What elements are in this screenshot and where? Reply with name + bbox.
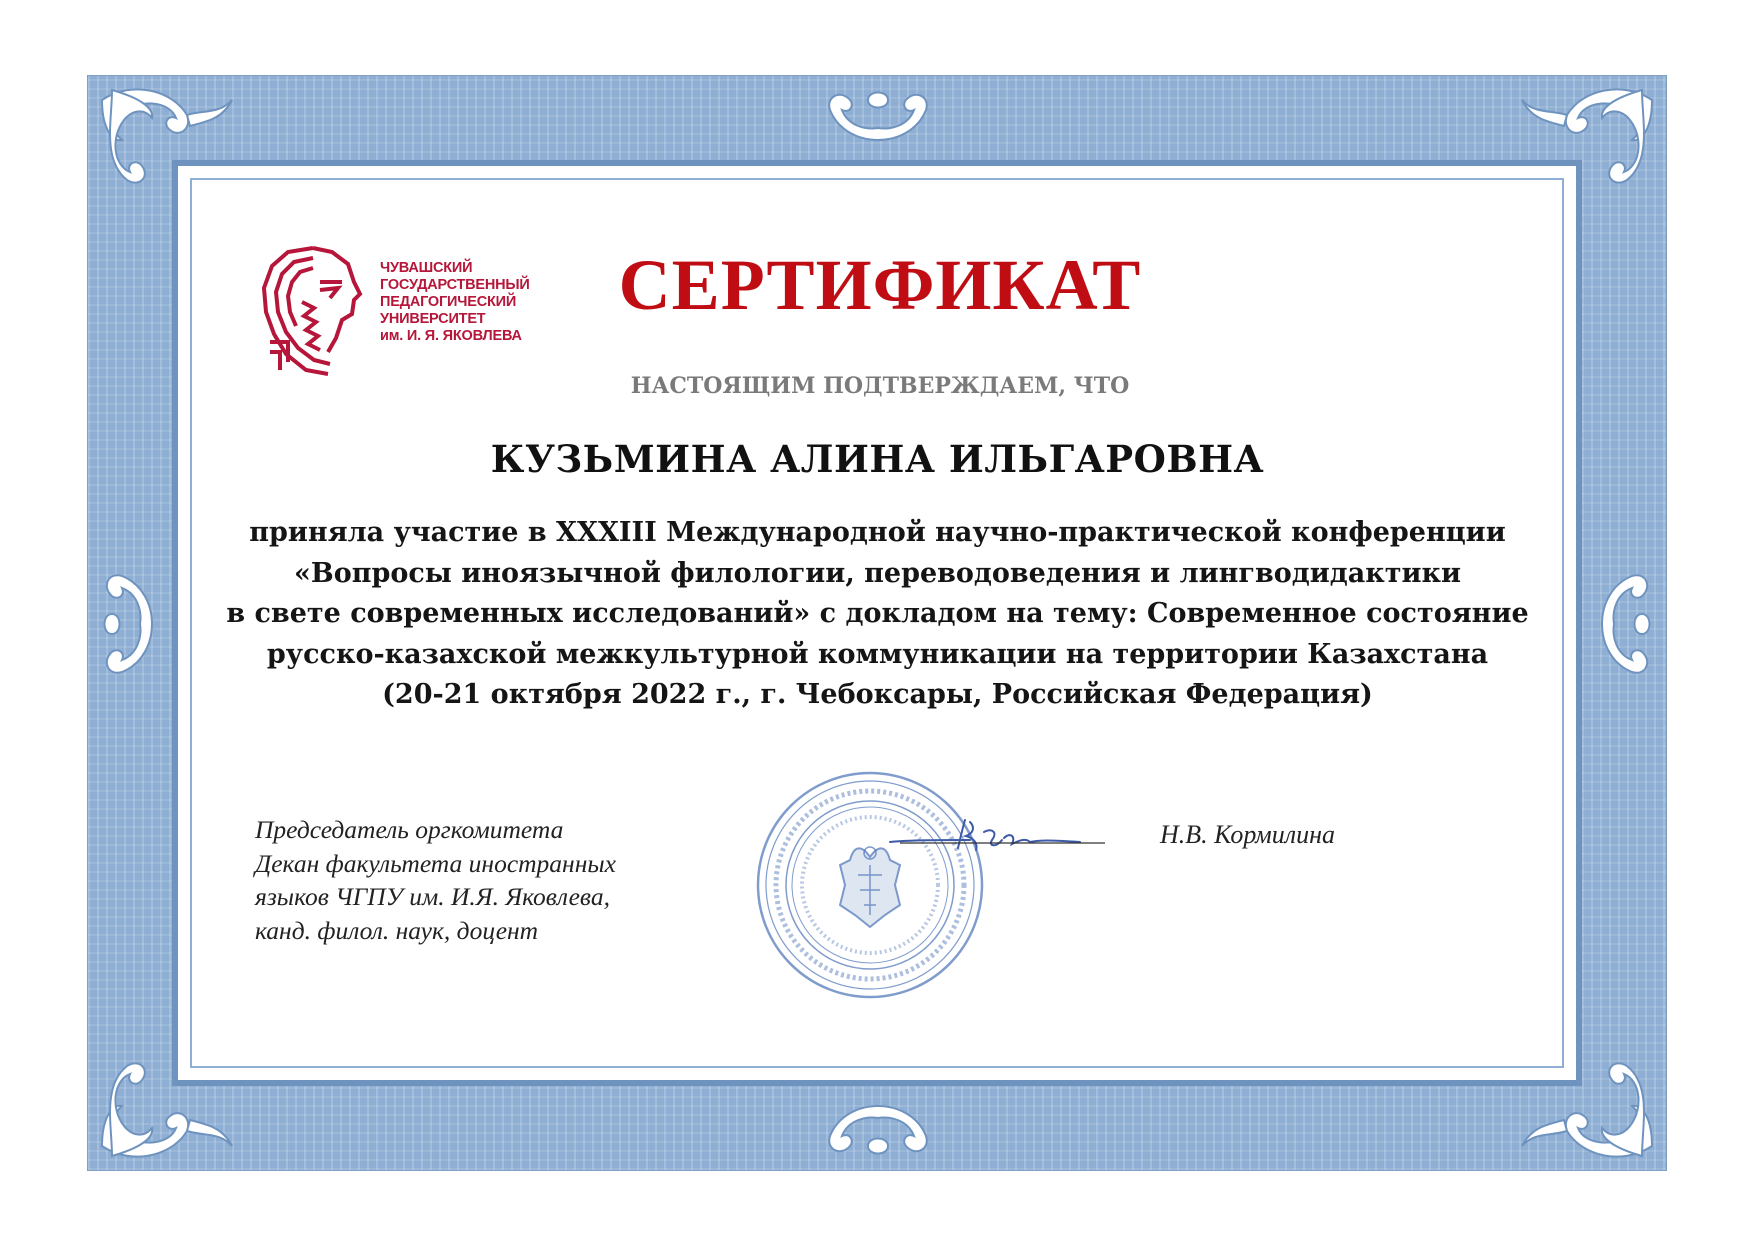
university-name-line: им. И. Я. ЯКОВЛЕВА [380,328,522,344]
signatory-position-line: канд. филол. наук, доцент [255,915,539,945]
certificate-text-line: (20-21 октября 2022 г., г. Чебоксары, Российская Федерация) [382,679,1373,710]
corner-ornament-top-left [92,80,242,210]
certificate-text-line: русско-казахской межкультурной коммуникации на территории Казахстана [266,638,1489,670]
university-name-line: ГОСУДАРСТВЕННЫЙ [380,277,530,293]
recipient-name: КУЗЬМИНА АЛИНА ИЛЬГАРОВНА [490,437,1265,481]
university-name [380,260,530,345]
certificate-text-line: «Вопросы иноязычной филологии, переводоведения и лингводидактики [294,557,1461,589]
signatory-position-line: языков ЧГПУ им. И.Я. Яковлева, [255,882,610,911]
corner-ornament-bottom-left [92,1036,242,1166]
official-stamp-icon [750,765,990,1005]
certificate-text-line: в свете современных исследований» с докладом на тему: Современное состояние [226,598,1529,629]
signatory-position [255,813,616,947]
university-name-line: ЧУВАШСКИЙ [380,260,473,276]
university-name-line: УНИВЕРСИТЕТ [380,311,486,327]
signatory-position-line: Председатель оргкомитета [255,815,564,844]
certificate-subtitle: НАСТОЯЩИМ ПОДТВЕРЖДАЕМ, ЧТО [630,373,1130,399]
certificate-title: СЕРТИФИКАТ [618,245,1142,325]
university-logo [258,242,548,382]
ornament-bottom-center [808,1096,948,1166]
signatory-name: Н.В. Кормилина [1160,820,1335,849]
university-name-line: ПЕДАГОГИЧЕСКИЙ [380,294,517,310]
ornament-right-center [1592,554,1662,694]
corner-ornament-top-right [1512,80,1662,210]
university-emblem-icon [258,242,368,382]
certificate-text [185,513,1570,716]
certificate-text-line: приняла участие в XXXIII Международной научно-практической конференции [249,517,1506,548]
signatory-position-line: Декан факультета иностранных [255,848,616,878]
ornament-left-center [92,554,162,694]
ornament-top-center [808,80,948,150]
signature-image [880,810,1110,860]
corner-ornament-bottom-right [1512,1036,1662,1166]
